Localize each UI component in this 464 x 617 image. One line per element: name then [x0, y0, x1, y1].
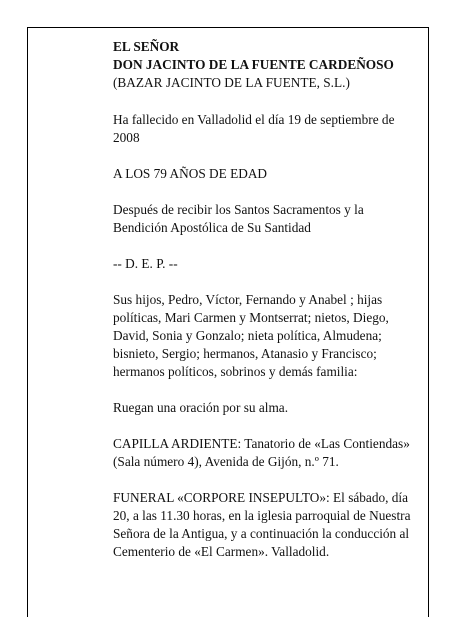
prayer-paragraph: Ruegan una oración por su alma.: [113, 400, 289, 415]
company-name: (BAZAR JACINTO DE LA FUENTE, S.L.): [113, 75, 350, 90]
rip-line: -- D. E. P. --: [113, 256, 178, 271]
deceased-name: DON JACINTO DE LA FUENTE CARDEÑOSO: [113, 57, 394, 72]
notice-title: EL SEÑOR: [113, 39, 180, 54]
sacraments-paragraph: Después de recibir los Santos Sacramentos y la Bendición Apostólica de Su Santidad: [113, 202, 364, 235]
death-date-paragraph: Ha fallecido en Valladolid el día 19 de septiembre de 2008: [113, 112, 395, 145]
chapel-paragraph: CAPILLA ARDIENTE: Tanatorio de «Las Contiendas» (Sala número 4), Avenida de Gijón, n.º 71.: [113, 436, 410, 469]
obituary-notice: [113, 38, 413, 579]
family-paragraph: Sus hijos, Pedro, Víctor, Fernando y Anabel ; hijas políticas, Mari Carmen y Montserrat; nietos, Diego, David, Sonia y Gonzalo; nieta política, Almudena; bisnieto, Sergio; hermanos, Atanasio y Francisco; hermanos políticos, sobrinos y demás familia:: [113, 292, 389, 379]
age-paragraph: A LOS 79 AÑOS DE EDAD: [113, 166, 268, 181]
funeral-paragraph: FUNERAL «CORPORE INSEPULTO»: El sábado, día 20, a las 11.30 horas, en la iglesia parroquial de Nuestra Señora de la Antigua, y a continuación la conducción al Cementerio de «El Carmen». Valladolid.: [113, 490, 411, 559]
